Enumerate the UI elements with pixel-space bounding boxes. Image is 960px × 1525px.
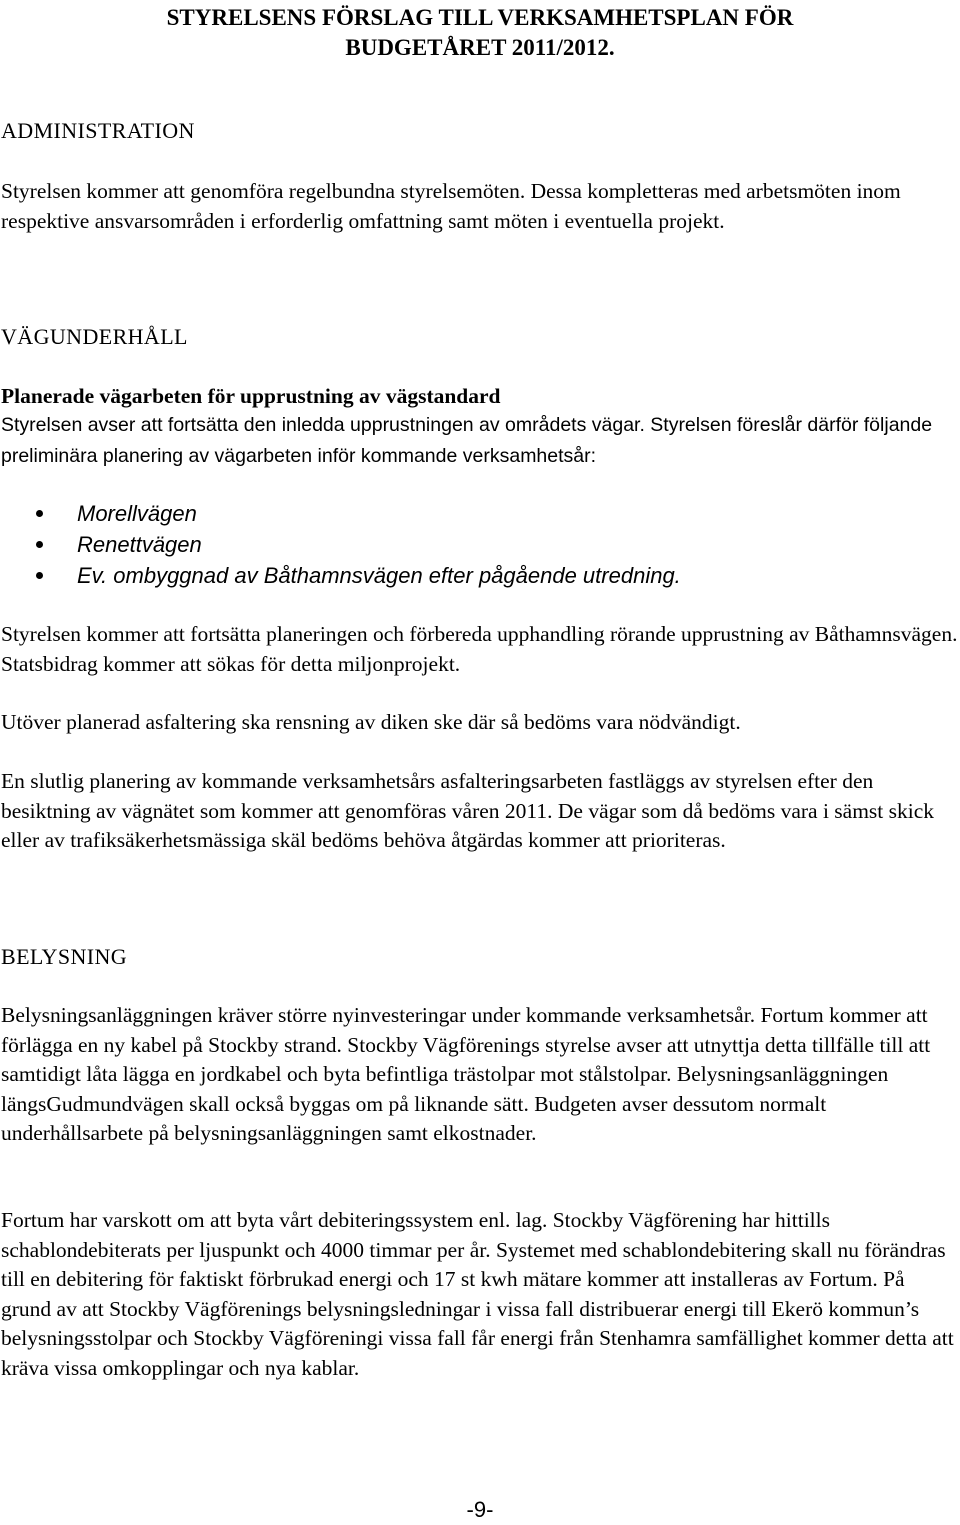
document-title (60, 3, 900, 63)
vagunderhall-intro-paragraph (1, 410, 959, 471)
belysning-paragraph-1: Belysningsanläggningen kräver större nyinvesteringar under kommande verksamhetsår. Fortum kommer att förlägga en ny kabel på Stockby strand. Stockby Vägförenings styrelse avser att utnyttja detta tillfälle till att samtidigt låta lägga en jordkabel och byta befintliga trästolpar mot stålstolpar. Belysningsanläggningen längsGudmundvägen skall också byggas om på liknande sätt. Budgeten avser dessutom normalt underhållsarbete på belysningsanläggningen samt elkostnader. (1, 1003, 931, 1145)
administration-paragraph: Styrelsen kommer att genomföra regelbundna styrelsemöten. Dessa kompletteras med arbetsmöten inom respektive ansvarsområden i erforderlig omfattning samt möten i eventuella projekt. (1, 179, 901, 233)
vagunderhall-paragraph-2: Utöver planerad asfaltering ska rensning av diken ske där så bedöms vara nödvändigt. (1, 710, 741, 734)
vagunderhall-paragraph-3: En slutlig planering av kommande verksamhetsårs asfalteringsarbeten fastläggs av styrelsen efter den besiktning av vägnätet som kommer att genomföras våren 2011. De vägar som då bedöms vara i sämst skick eller av trafiksäkerhetsmässiga skäl bedöms behöva åtgärdas kommer att prioriteras. (1, 769, 935, 852)
vagunderhall-intro-part-1: Styrelsen avser att fortsätta den inledda upprustningen av områdets vägar. (1, 414, 645, 436)
list-item-label: Renettvägen (77, 532, 202, 557)
section-heading-administration: ADMINISTRATION (1, 118, 195, 143)
page-number: -9- (466, 1497, 494, 1522)
title-line-1: STYRELSENS FÖRSLAG TILL VERKSAMHETSPLAN FÖR (166, 5, 794, 30)
title-line-2: BUDGETÅRET 2011/2012. (345, 35, 615, 60)
road-works-list (0, 498, 681, 591)
vagunderhall-intro-part-2: Styrelsen föreslår därför följande preliminära planering av vägarbeten inför kommande verksamhetsår: (1, 414, 933, 467)
list-item-label: Morellvägen (77, 501, 197, 526)
list-item (0, 560, 681, 591)
list-item (0, 498, 681, 529)
vagunderhall-subheading: Planerade vägarbeten för upprustning av vägstandard (1, 384, 501, 408)
bullet-icon (36, 541, 43, 548)
belysning-paragraph-2: Fortum har varskott om att byta vårt debiteringssystem enl. lag. Stockby Vägförening har hittills schablondebiterats per ljuspunkt och 4000 timmar per år. Systemet med schablondebitering skall nu förändras till en debitering för faktiskt förbrukad energi och 17 st kwh mätare kommer att installeras av Fortum. På grund av att Stockby Vägförenings belysningsledningar i vissa fall distribuerar energi till Ekerö kommun’s belysningsstolpar och Stockby Vägföreningi vissa fall får energi från Stenhamra samfällighet kommer detta att kräva vissa omkopplingar och nya kablar. (1, 1208, 954, 1380)
list-item-label: Ev. ombyggnad av Båthamnsvägen efter pågående utredning. (77, 563, 681, 588)
section-heading-belysning: BELYSNING (1, 944, 128, 969)
bullet-icon (36, 510, 43, 517)
bullet-icon (36, 572, 43, 579)
vagunderhall-paragraph-1: Styrelsen kommer att fortsätta planeringen och förbereda upphandling rörande upprustning av Båthamnsvägen. Statsbidrag kommer att sökas för detta miljonprojekt. (1, 622, 958, 676)
list-item (0, 529, 681, 560)
section-heading-vagunderhall: VÄGUNDERHÅLL (1, 324, 188, 349)
